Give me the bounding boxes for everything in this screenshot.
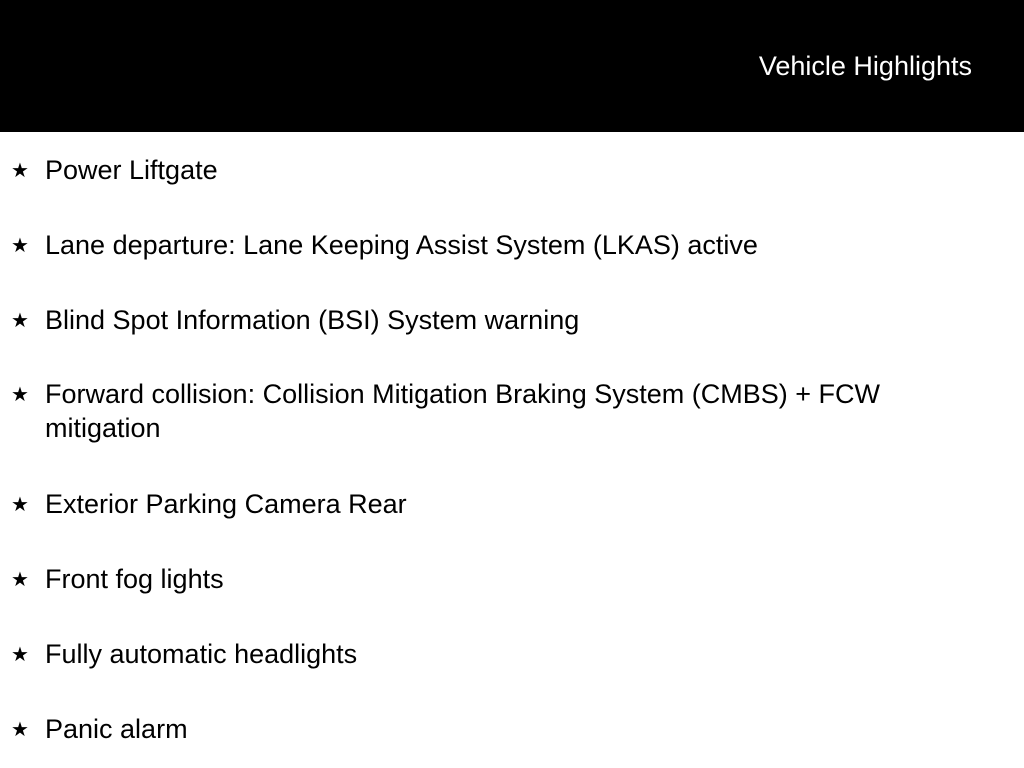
header-bar (0, 0, 1024, 132)
star-icon: ★ (11, 382, 29, 406)
list-item-text: Exterior Parking Camera Rear (45, 489, 407, 519)
list-item (0, 303, 619, 337)
list-item-text: Power Liftgate (45, 155, 218, 185)
star-icon: ★ (11, 308, 29, 332)
list-item-text: Blind Spot Information (BSI) System warning (45, 305, 580, 335)
star-icon: ★ (11, 717, 29, 741)
list-item (0, 153, 258, 187)
page-title: Vehicle Highlights (758, 51, 972, 81)
list-item-text: Fully automatic headlights (45, 639, 358, 669)
list-item-text: Front fog lights (45, 564, 224, 594)
star-icon: ★ (11, 492, 29, 516)
list-item (0, 487, 447, 521)
list-item (0, 562, 264, 596)
list-item-text: Panic alarm (45, 714, 188, 744)
star-icon: ★ (11, 158, 29, 182)
list-item (0, 712, 228, 746)
list-item (0, 377, 1024, 445)
list-item-text: Lane departure: Lane Keeping Assist System (LKAS) active (45, 230, 758, 260)
list-item (0, 228, 798, 262)
list-item-text: Forward collision: Collision Mitigation Braking System (CMBS) + FCW mitigation (45, 379, 880, 443)
star-icon: ★ (11, 233, 29, 257)
star-icon: ★ (11, 642, 29, 666)
list-item (0, 637, 397, 671)
star-icon: ★ (11, 567, 29, 591)
